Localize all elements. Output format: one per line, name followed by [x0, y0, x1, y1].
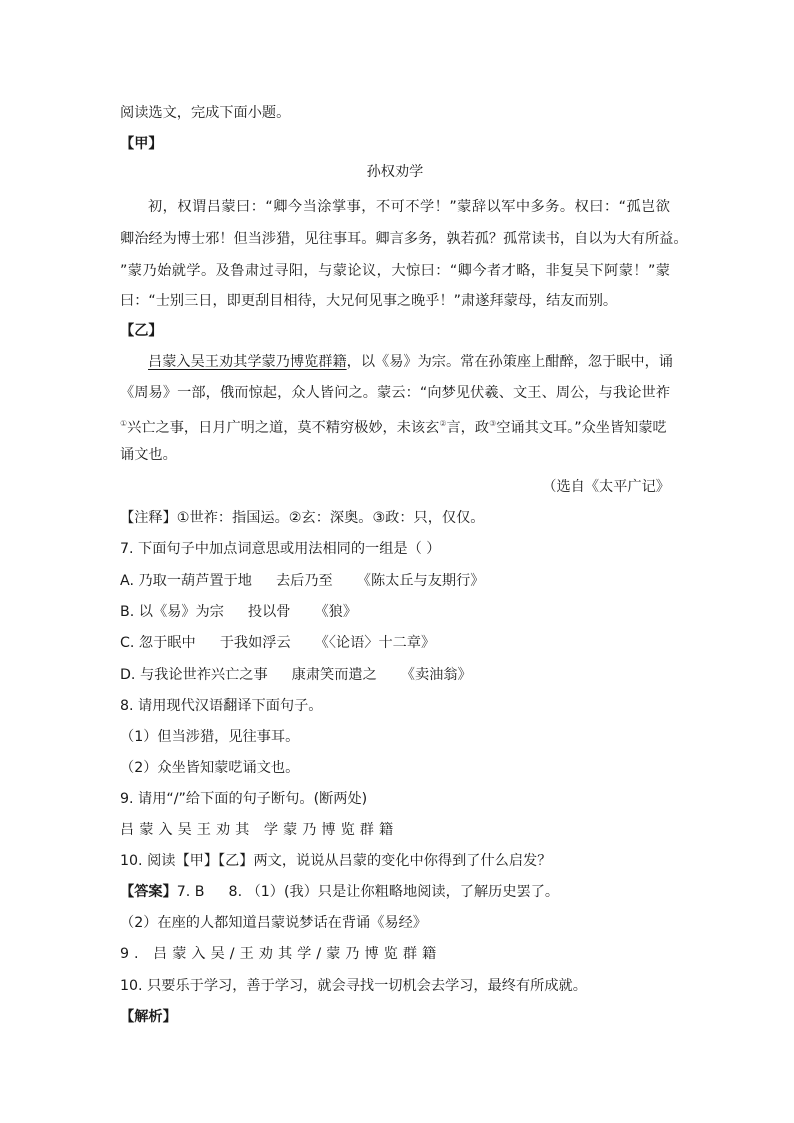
q7-option-a-compare: 去后乃至	[275, 573, 333, 589]
question-7: 7. 下面句子中加点词意思或用法相同的一组是（ ）	[120, 541, 441, 557]
jia-line-1: 初，权谓吕蒙曰：“卿今当涂掌事，不可不学！”蒙辞以军中多务。权曰：“孤岂欲	[148, 199, 670, 215]
jia-line-4: 曰：“士别三日，即更刮目相待，大兄何见事之晚乎！”肃遂拜蒙母，结友而别。	[120, 293, 618, 309]
q7-option-b-source: 《狼》	[314, 604, 358, 620]
answer-8-2: （2）在座的人都知道吕蒙说梦话在背诵《易经》	[120, 915, 427, 931]
q7-option-a	[120, 571, 670, 591]
note-mark-1: ①	[120, 419, 128, 428]
jia-tag: 【甲】	[120, 136, 163, 152]
yi-line-4: 诵文也。	[120, 447, 177, 463]
question-9-text: 吕蒙入吴王劝其 学蒙乃博览群籍	[120, 822, 399, 838]
question-9: 9. 请用“/”给下面的句子断句。(断两处)	[120, 791, 368, 807]
yi-line-3-c: 空诵其文耳。”众坐皆知蒙呓	[496, 420, 667, 436]
q7-option-a-source: 《陈太丘与友期行》	[356, 573, 485, 589]
answer-7: 7. B	[176, 884, 205, 900]
note-mark-3: ③	[489, 419, 497, 428]
jia-line-2: 卿治经为博士邪！但当涉猎，见往事耳。卿言多务，孰若孤？孤常读书，自以为大有所益。	[120, 231, 688, 247]
q7-option-d	[120, 665, 670, 685]
yi-line-3-b: 言，政	[446, 420, 490, 436]
intro-text: 阅读选文，完成下面小题。	[120, 105, 291, 121]
q7-option-c-sentence: C. 忽于眠中	[120, 635, 196, 651]
yi-line-3	[120, 414, 670, 438]
question-8-1: （1）但当涉猎，见往事耳。	[120, 729, 300, 745]
q7-option-b	[120, 602, 670, 622]
jia-title: 孙权劝学	[366, 164, 424, 180]
q7-option-c-compare: 于我如浮云	[219, 635, 291, 651]
answer-8-1: 8. （1）(我）只是让你粗略地阅读，了解历史罢了。	[228, 884, 560, 900]
yi-line-1-rest: ，以《易》为宗。常在孙策座上酣醉，忽于眠中，诵	[346, 354, 673, 370]
source-citation: （选自《太平广记》	[542, 479, 670, 495]
answer-tag: 【答案】	[120, 884, 177, 900]
answer-line-1	[120, 882, 670, 902]
q7-option-b-sentence: B. 以《易》为宗	[120, 604, 224, 620]
yi-line-1	[148, 352, 673, 372]
q7-option-b-compare: 投以骨	[247, 604, 291, 620]
note-mark-2: ②	[439, 419, 447, 428]
yi-tag: 【乙】	[120, 323, 163, 339]
yi-line-2: 《周易》一部，俄而惊起，众人皆问之。蒙云：“向梦见伏羲、文王、周公，与我论世祚	[120, 385, 670, 401]
answer-9: 9. 吕蒙入吴/王劝其学/蒙乃博览群籍	[120, 946, 442, 962]
question-8: 8. 请用现代汉语翻译下面句子。	[120, 698, 323, 714]
q7-option-d-source: 《卖油翁》	[400, 667, 472, 683]
jia-line-3: ”蒙乃始就学。及鲁肃过寻阳，与蒙论议，大惊曰：“卿今者才略，非复吴下阿蒙！”蒙	[120, 263, 670, 279]
q7-option-c-source: 《〈论语〉十二章》	[314, 635, 436, 651]
q7-option-a-sentence: A. 乃取一葫芦置于地	[120, 573, 252, 589]
yi-underlined-sentence: 吕蒙入吴王劝其学蒙乃博览群籍	[148, 354, 347, 370]
q7-option-d-compare: 康肃笑而遣之	[291, 667, 377, 683]
answer-10: 10. 只要乐于学习，善于学习，就会寻找一切机会去学习，最终有所成就。	[120, 978, 587, 994]
q7-option-c	[120, 633, 670, 653]
analysis-tag: 【解析】	[120, 1009, 177, 1025]
yi-line-3-a: 兴亡之事，日月广明之道，莫不精穷极妙，未该玄	[127, 420, 440, 436]
q7-option-d-sentence: D. 与我论世祚兴亡之事	[120, 667, 268, 683]
question-10: 10. 阅读【甲】【乙】两文，说说从吕蒙的变化中你得到了什么启发？	[120, 853, 552, 869]
notes: 【注释】①世祚：指国运。②玄：深奥。③政：只，仅仅。	[120, 510, 485, 526]
question-8-2: （2）众坐皆知蒙呓诵文也。	[120, 760, 300, 776]
